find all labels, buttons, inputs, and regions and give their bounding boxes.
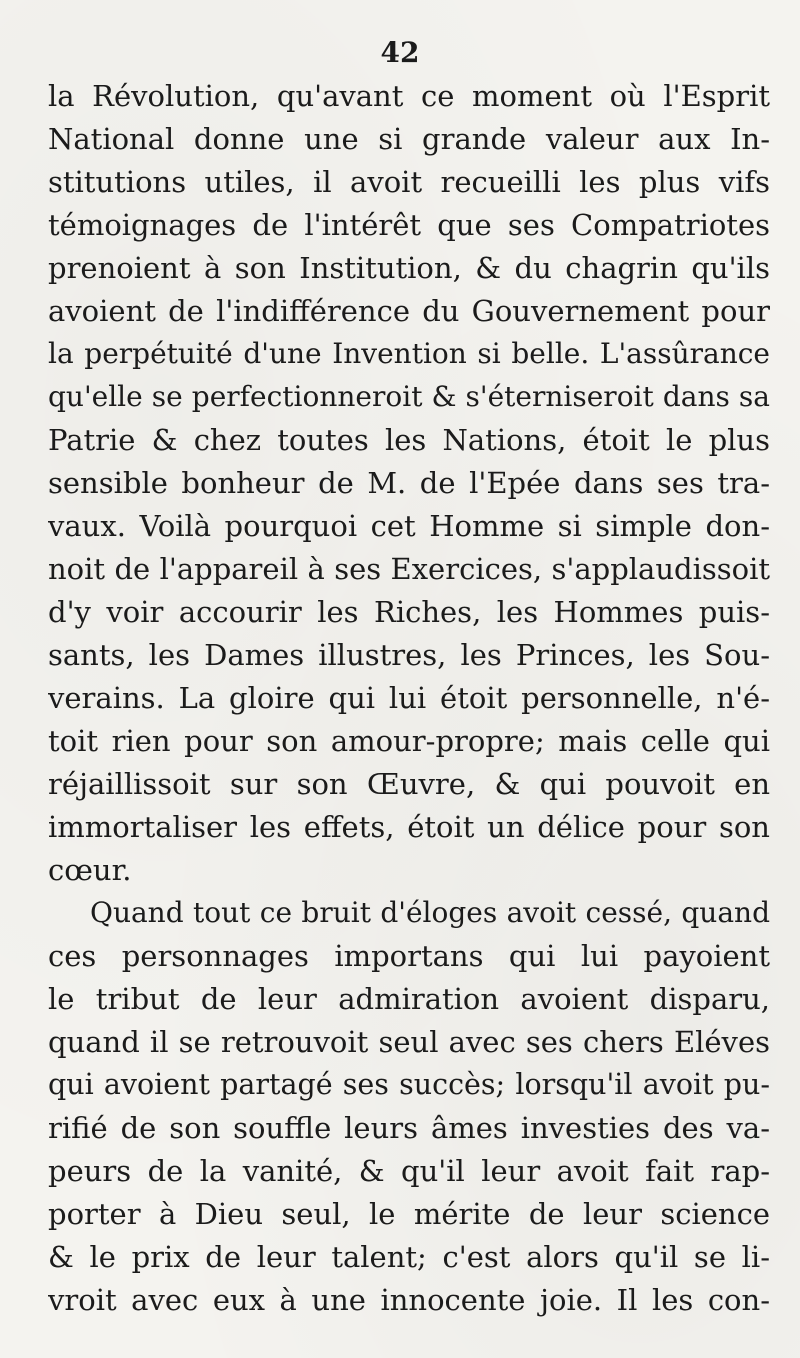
- text-line: rifié de son souffle leurs âmes investies des va-: [48, 1111, 770, 1145]
- text-line: ces personnages importans qui lui payoient: [48, 939, 770, 973]
- text-line: qui avoient partagé ses succès; lorsqu'il avoit pu-: [48, 1068, 770, 1101]
- text-line: la Révolution, qu'avant ce moment où l'Esprit: [48, 79, 770, 113]
- text-line: immortaliser les effets, étoit un délice pour son: [48, 810, 770, 844]
- text-line: la perpétuité d'une Invention si belle. L'assûrance: [48, 337, 770, 370]
- text-line: verains. La gloire qui lui étoit personnelle, n'é-: [48, 681, 770, 715]
- paragraph-start-line: Quand tout ce bruit d'éloges avoit cessé, quand: [90, 896, 770, 929]
- text-line: vaux. Voilà pourquoi cet Homme si simple don-: [48, 509, 770, 543]
- text-line: Patrie & chez toutes les Nations, étoit le plus: [48, 423, 770, 457]
- text-line: prenoient à son Institution, & du chagrin qu'ils: [48, 251, 770, 285]
- text-line: noit de l'appareil à ses Exercices, s'applaudissoit: [48, 552, 770, 586]
- text-line: sensible bonheur de M. de l'Epée dans ses tra-: [48, 466, 770, 500]
- text-line: réjaillissoit sur son Œuvre, & qui pouvoit en: [48, 767, 770, 801]
- text-line: toit rien pour son amour-propre; mais celle qui: [48, 724, 770, 758]
- text-line: qu'elle se perfectionneroit & s'éterniseroit dans sa: [48, 380, 770, 413]
- text-line: d'y voir accourir les Riches, les Hommes puis-: [48, 595, 770, 629]
- text-line: cœur.: [48, 853, 132, 887]
- text-line: & le prix de leur talent; c'est alors qu'il se li-: [48, 1240, 770, 1274]
- text-line: National donne une si grande valeur aux In-: [48, 122, 770, 156]
- text-line: avoient de l'indifférence du Gouvernement pour: [48, 294, 770, 328]
- text-line: stitutions utiles, il avoit recueilli les plus vifs: [48, 165, 770, 199]
- text-line: vroit avec eux à une innocente joie. Il les con-: [48, 1283, 770, 1317]
- text-line: porter à Dieu seul, le mérite de leur science: [48, 1197, 770, 1231]
- text-line: sants, les Dames illustres, les Princes, les Sou-: [48, 638, 770, 672]
- text-line: le tribut de leur admiration avoient disparu,: [48, 982, 770, 1016]
- page-number: 42: [380, 36, 420, 69]
- text-line: témoignages de l'intérêt que ses Compatriotes: [48, 208, 770, 242]
- text-line: peurs de la vanité, & qu'il leur avoit fait rap-: [48, 1154, 770, 1188]
- text-line: quand il se retrouvoit seul avec ses chers Eléves: [48, 1025, 770, 1059]
